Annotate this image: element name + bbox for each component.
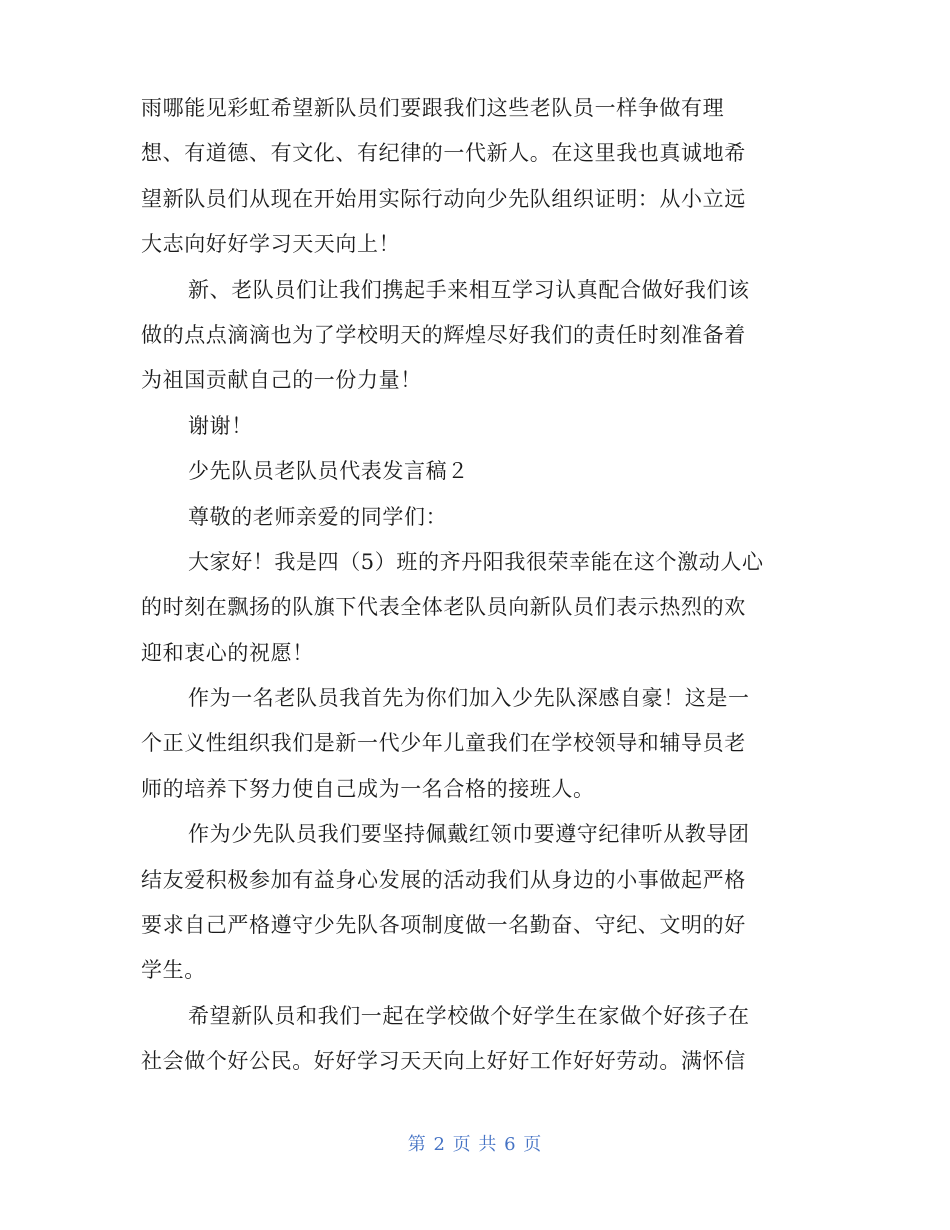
text-line: 做的点点滴滴也为了学校明天的辉煌尽好我们的责任时刻准备着 [141, 322, 746, 347]
text-line: 迎和衷心的祝愿！ [141, 640, 314, 665]
salutation: 尊敬的老师亲爱的同学们： [188, 504, 448, 529]
text-line: 师的培养下努力使自己成为一名合格的接班人。 [141, 776, 595, 801]
text-line: 社会做个好公民。好好学习天天向上好好工作好好劳动。满怀信 [141, 1049, 746, 1074]
paragraph-first-line: 作为少先队员我们要坚持佩戴红领巾要遵守纪律听从教导团 [188, 822, 750, 847]
paragraph-first-line: 作为一名老队员我首先为你们加入少先队深感自豪！这是一 [188, 686, 750, 711]
closing-thanks: 谢谢！ [188, 413, 253, 438]
text-line: 为祖国贡献自己的一份力量！ [141, 368, 422, 393]
text-line: 结友爱积极参加有益身心发展的活动我们从身边的小事做起严格 [141, 867, 746, 892]
text-line: 个正义性组织我们是新一代少年儿童我们在学校领导和辅导员老 [141, 731, 746, 756]
document-body [141, 86, 801, 1085]
text-line: 学生。 [141, 958, 206, 983]
paragraph-first-line: 大家好！我是四（5）班的齐丹阳我很荣幸能在这个激动人心 [188, 549, 764, 574]
text-line: 要求自己严格遵守少先队各项制度做一名勤奋、守纪、文明的好 [141, 913, 746, 938]
paragraph-first-line: 新、老队员们让我们携起手来相互学习认真配合做好我们该 [188, 277, 750, 302]
page-number-footer: 第 2 页 共 6 页 [407, 1134, 543, 1155]
text-line: 雨哪能见彩虹希望新队员们要跟我们这些老队员一样争做有理 [141, 96, 725, 120]
text-line: 望新队员们从现在开始用实际行动向少先队组织证明：从小立远 [141, 186, 746, 211]
text-line: 大志向好好学习天天向上！ [141, 232, 401, 257]
section-title: 少先队员老队员代表发言稿２ [188, 459, 469, 484]
text-line: 想、有道德、有文化、有纪律的一代新人。在这里我也真诚地希 [141, 141, 746, 166]
paragraph-first-line: 希望新队员和我们一起在学校做个好学生在家做个好孩子在 [188, 1003, 750, 1028]
text-line: 的时刻在飘扬的队旗下代表全体老队员向新队员们表示热烈的欢 [141, 595, 746, 620]
